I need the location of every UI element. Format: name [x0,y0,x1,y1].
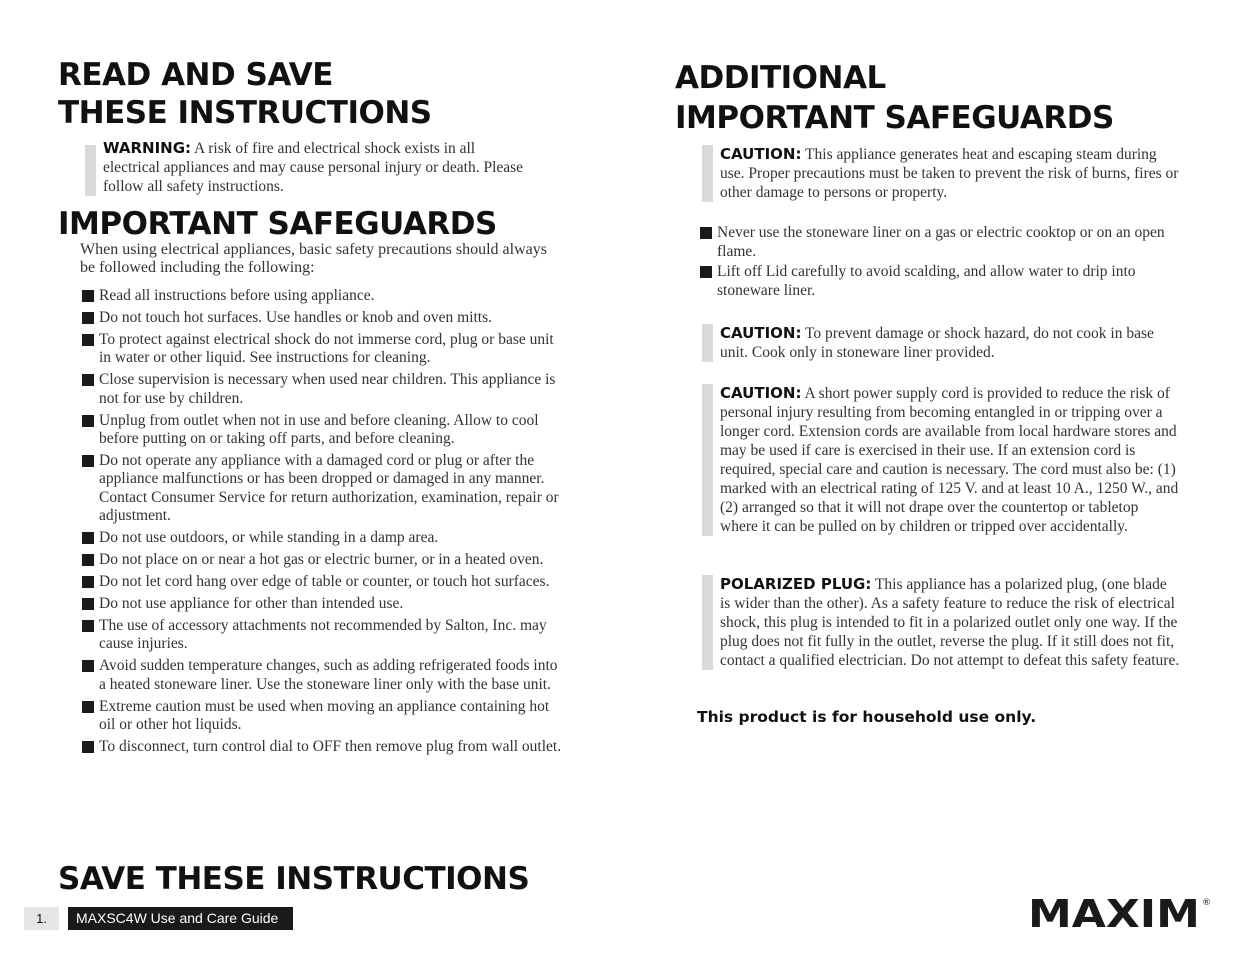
list-item [82,412,562,449]
bullet-square-icon [82,620,94,632]
list-item-text: Read all instructions before using appliance. [99,287,375,304]
caution-text: A short power supply cord is provided to reduce the risk of personal injury resulting from becoming entangled in or tripping over a longer cord. Extension cords are available from local hardware stores and may be used if care is exercised in their use. If an extension cord is required, special care and caution is necessary. The cord must also be: (1) marked with an electrical rating of 125 V. and at least 10 A., 1250 W., and (2) arranged so that it will not drape over the countertop or tabletop where it can be pulled on by children or tripped over accidentally. [720,385,1179,535]
caution-steam-callout [720,145,1180,202]
bullet-square-icon [700,227,712,239]
list-item-text: Lift off Lid carefully to avoid scalding, and allow water to drip into stoneware liner. [717,263,1136,299]
safeguards-intro: When using electrical appliances, basic safety precautions should always be followed including the following: [80,241,547,276]
bullet-square-icon [82,660,94,672]
list-item-text: Do not let cord hang over edge of table or counter, or touch hot surfaces. [99,573,550,591]
guide-title: MAXSC4W Use and Care Guide [68,907,293,930]
page-number: 1. [24,907,59,930]
additional-safeguards-list [700,224,1180,302]
additional-safeguards-heading [675,58,1195,138]
list-item [82,657,562,694]
list-item-text: Never use the stoneware liner on a gas or electric cooktop or on an open flame. [717,224,1165,260]
list-item [82,617,562,654]
bullet-square-icon [82,598,94,610]
list-item [82,529,562,548]
bullet-square-icon [82,554,94,566]
additional-safeguards-heading-text: ADDITIONAL IMPORTANT SAFEGUARDS [675,60,1114,136]
callout-bar [702,384,713,536]
list-item-text: Do not touch hot surfaces. Use handles or knob and oven mitts. [99,308,493,326]
polarized-plug-callout [720,575,1180,670]
list-item [82,331,562,368]
list-item [82,698,562,735]
read-and-save-heading [58,56,558,132]
household-use-note: This product is for household use only. [697,708,1037,726]
bullet-square-icon [82,701,94,713]
bullet-square-icon [82,532,94,544]
callout-bar [85,145,96,196]
callout-bar [702,145,713,202]
caution-base-unit-callout [720,324,1180,362]
maxim-logo-text: MAXIM [1028,893,1200,933]
list-item [82,551,562,570]
save-instructions-heading: SAVE THESE INSTRUCTIONS [58,861,530,897]
caution-label: CAUTION: [720,145,802,163]
registered-mark: ® [1202,898,1211,908]
list-item [82,309,562,328]
read-and-save-heading-text: READ AND SAVE THESE INSTRUCTIONS [58,57,432,131]
polarized-plug-label: POLARIZED PLUG: [720,575,872,593]
bullet-square-icon [82,455,94,467]
callout-bar [702,324,713,362]
list-item-text: Do not use appliance for other than intended use. [99,595,404,613]
list-item-text: Do not place on or near a hot gas or electric burner, or in a heated oven. [99,551,544,569]
maxim-logo [1028,893,1213,933]
bullet-square-icon [82,334,94,346]
bullet-square-icon [700,266,712,278]
warning-label: WARNING: [103,139,192,157]
bullet-square-icon [82,576,94,588]
callout-bar [702,575,713,670]
list-item [82,573,562,592]
polarized-plug-text: This appliance has a polarized plug, (one blade is wider than the other). As a safety feature to reduce the risk of electrical shock, this plug is intended to fit in a polarized outlet only one way. If the plug does not fit fully in the outlet, reverse the plug. If it still does not fit, contact a qualified electrician. Do not attempt to defeat this safety feature. [720,576,1180,669]
list-item-text: Avoid sudden temperature changes, such as adding refrigerated foods into a heated stoneware liner. Use the stoneware liner only with the base unit. [99,657,558,693]
list-item-text: Do not operate any appliance with a damaged cord or plug or after the appliance malfunctions or has been dropped or damaged in any manner. Contact Consumer Service for return authorization, examination, repair or adjustment. [99,451,559,525]
caution-label: CAUTION: [720,384,802,402]
list-item [700,263,1180,300]
list-item-text: To disconnect, turn control dial to OFF then remove plug from wall outlet. [99,738,562,756]
bullet-square-icon [82,312,94,324]
bullet-square-icon [82,741,94,753]
bullet-square-icon [82,415,94,427]
list-item-text: Unplug from outlet when not in use and before cleaning. Allow to cool before putting on or taking off parts, and before cleaning. [99,411,539,448]
list-item-text: Extreme caution must be used when moving an appliance containing hot oil or other hot liquids. [99,697,550,734]
list-item-text: To protect against electrical shock do not immerse cord, plug or base unit in water or other liquid. See instructions for cleaning. [99,330,554,367]
list-item [82,738,562,757]
list-item-text: The use of accessory attachments not recommended by Salton, Inc. may cause injuries. [99,616,547,653]
caution-text: This appliance generates heat and escaping steam during use. Proper precautions must be taken to prevent the risk of burns, fires or other damage to persons or property. [720,146,1179,201]
list-item [700,224,1180,261]
list-item [82,287,562,306]
bullet-square-icon [82,374,94,386]
warning-text: A risk of fire and electrical shock exists in all electrical appliances and may cause personal injury or death. Please follow all safety instructions. [103,140,524,195]
list-item [82,371,562,408]
caution-cord-callout [720,384,1180,536]
caution-label: CAUTION: [720,324,802,342]
list-item [82,595,562,614]
important-safeguards-heading: IMPORTANT SAFEGUARDS [58,206,497,242]
list-item [82,452,562,526]
list-item-text: Do not use outdoors, or while standing in a damp area. [99,529,439,547]
caution-text: To prevent damage or shock hazard, do not cook in base unit. Cook only in stoneware liner provided. [720,325,1154,361]
safeguards-list [82,287,562,760]
list-item-text: Close supervision is necessary when used near children. This appliance is not for use by children. [99,371,556,407]
warning-callout [103,139,533,196]
bullet-square-icon [82,290,94,302]
